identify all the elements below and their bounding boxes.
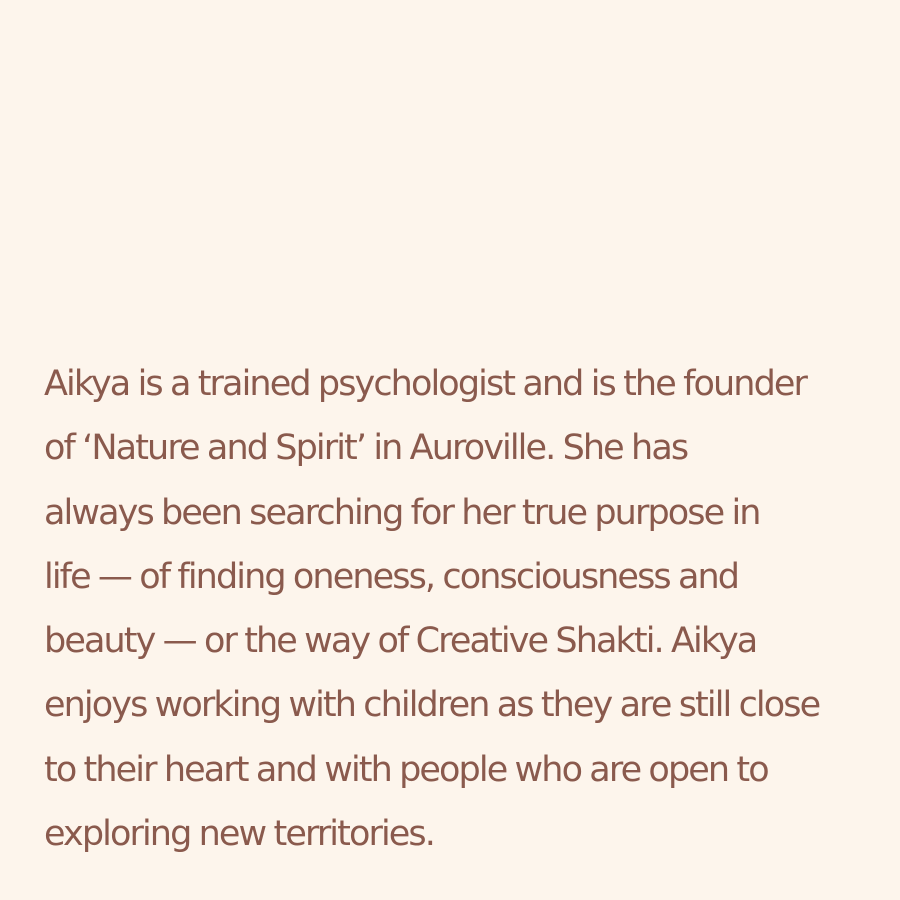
bio-line: Aikya is a trained psychologist and is the founder bbox=[44, 364, 807, 404]
bio-line: always been searching for her true purpose in bbox=[44, 492, 760, 533]
bio-line: exploring new territories. bbox=[44, 814, 434, 855]
bio-line: life — of finding oneness, consciousness and bbox=[44, 556, 739, 597]
bio-line: of ‘Nature and Spirit’ in Auroville. She has bbox=[44, 428, 688, 469]
bio-line: enjoys working with children as they are still close bbox=[44, 685, 820, 726]
bio-line: to their heart and with people who are open to bbox=[44, 749, 768, 790]
bio-line: beauty — or the way of Creative Shakti. Aikya bbox=[44, 621, 757, 662]
bio-paragraph bbox=[44, 352, 874, 866]
